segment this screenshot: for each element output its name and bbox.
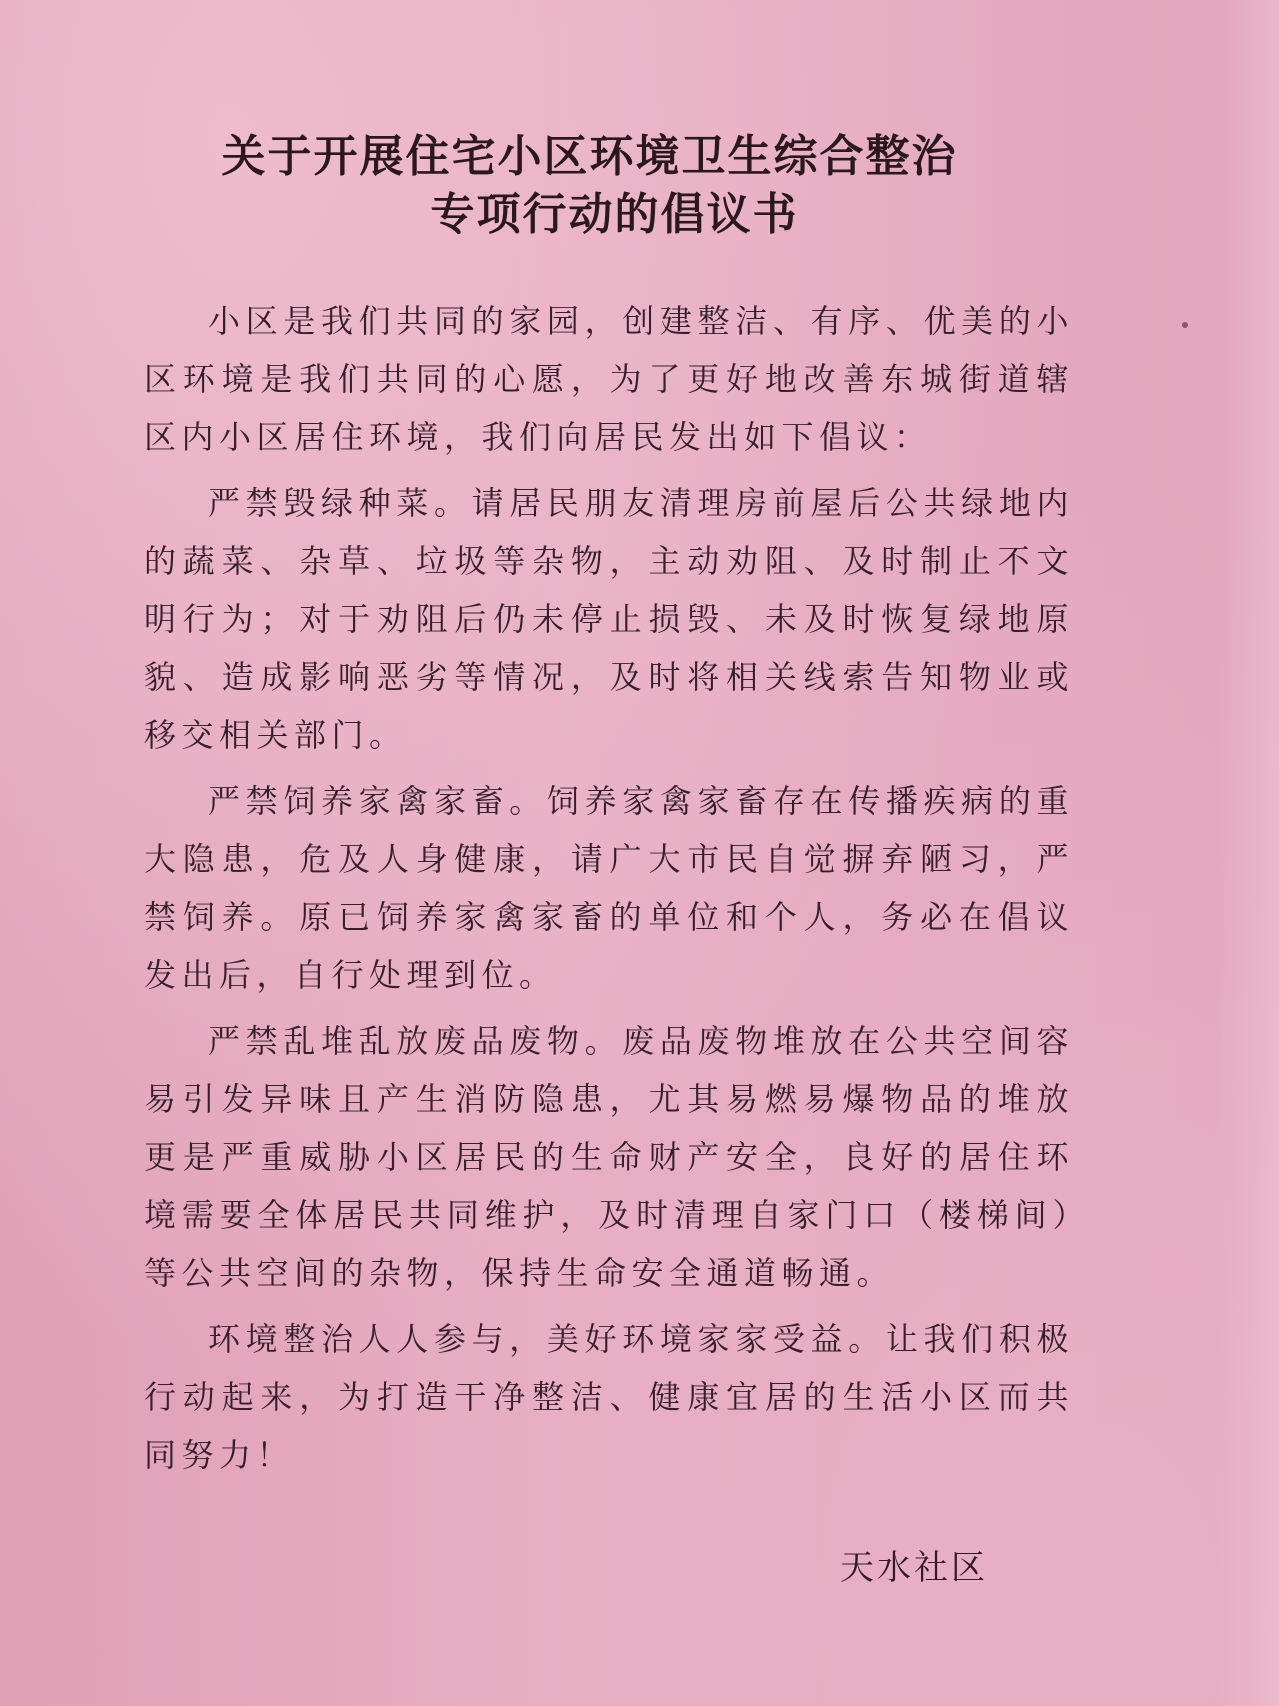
intro-paragraph: 小区是我们共同的家园，创建整洁、有序、优美的小区环境是我们共同的心愿，为了更好地改善东城街道辖区内小区居住环境，我们向居民发出如下倡议： <box>144 302 1074 456</box>
paper-edge-shading <box>1219 0 1279 1706</box>
document-body <box>144 292 1074 1484</box>
document-title-line-2: 专项行动的倡议书 <box>430 189 799 240</box>
paragraph-poultry: 严禁饲养家禽家畜。饲养家禽家畜存在传播疾病的重大隐患，危及人身健康，请广大市民自觉摒弃陋习，严禁饲养。原已饲养家禽家畜的单位和个人，务必在倡议发出后，自行处理到位。 <box>144 782 1074 994</box>
document-title-line-1: 关于开展住宅小区环境卫生综合整治 <box>221 131 958 182</box>
paper-speck <box>1182 322 1188 328</box>
paragraph-green-space: 严禁毁绿种菜。请居民朋友清理房前屋后公共绿地内的蔬菜、杂草、垃圾等杂物，主动劝阻、及时制止不文明行为；对于劝阻后仍未停止损毁、未及时恢复绿地原貌、造成影响恶劣等情况，及时将相关线索告知物业或移交相关部门。 <box>144 484 1074 754</box>
closing-paragraph: 环境整治人人参与，美好环境家家受益。让我们积极行动起来，为打造干净整洁、健康宜居的生活小区而共同努力！ <box>144 1320 1074 1474</box>
paragraph-waste: 严禁乱堆乱放废品废物。废品废物堆放在公共空间容易引发异味且产生消防隐患，尤其易燃易爆物品的堆放更是严重威胁小区居民的生命财产安全，良好的居住环境需要全体居民共同维护，及时清理自家门口（楼梯间）等公共空间的杂物，保持生命安全通道畅通。 <box>144 1022 1074 1292</box>
signature-community: 天水社区 <box>840 1548 988 1588</box>
